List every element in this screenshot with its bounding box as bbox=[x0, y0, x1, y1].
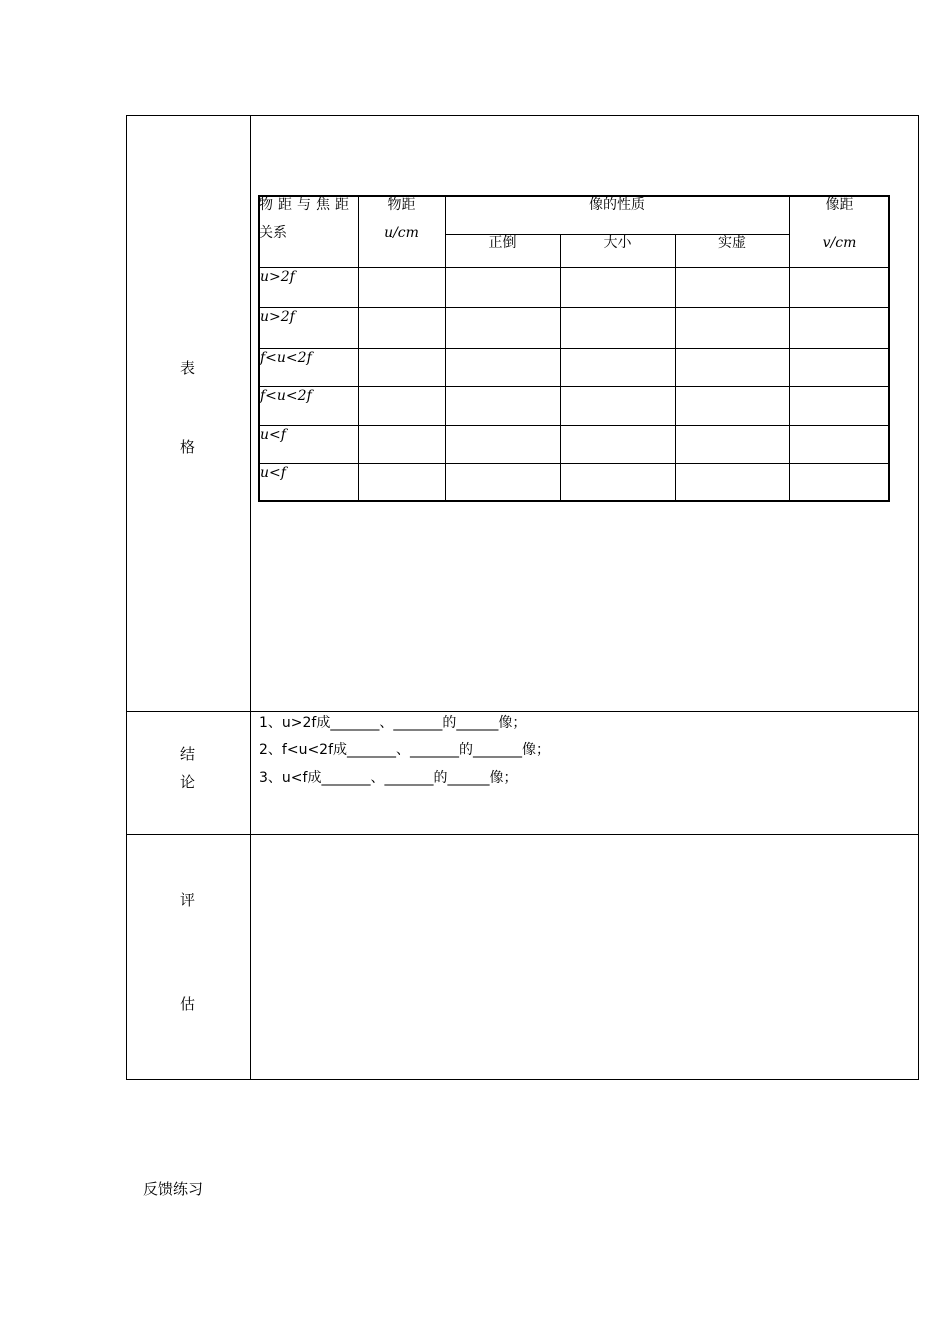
section-label-conclusion-1: 结 bbox=[179, 745, 195, 763]
section-label-table-2: 格 bbox=[179, 438, 195, 456]
conclusion-line-3: 3、u<f成_______、_______的______像； bbox=[259, 770, 518, 786]
conclusion-line-1: 1、u>2f成_______、_______的______像； bbox=[259, 715, 527, 731]
col-divider bbox=[675, 235, 676, 500]
feedback-practice-heading: 反馈练习 bbox=[143, 1180, 204, 1198]
header-image-distance: 像距 bbox=[825, 197, 854, 213]
header-image-distance-unit: v/cm bbox=[822, 235, 857, 251]
row-divider bbox=[260, 463, 888, 464]
section-label-conclusion-2: 论 bbox=[179, 773, 195, 791]
row-divider bbox=[260, 307, 888, 308]
header-object-distance-unit: u/cm bbox=[384, 225, 419, 241]
row-divider-evaluation bbox=[127, 834, 918, 835]
row-label: f<u<2f bbox=[260, 388, 312, 404]
conclusion-line-2: 2、f<u<2f成_______、_______的_______像； bbox=[259, 742, 551, 758]
col-divider bbox=[560, 235, 561, 500]
header-orientation: 正倒 bbox=[488, 235, 517, 251]
header-object-distance: 物距 bbox=[387, 197, 416, 213]
header-real-virtual: 实虚 bbox=[718, 235, 746, 251]
section-label-evaluation-2: 估 bbox=[179, 995, 195, 1013]
header-relation-line1: 物距与焦距 bbox=[259, 197, 354, 213]
section-label-evaluation-1: 评 bbox=[179, 891, 195, 909]
row-divider bbox=[260, 386, 888, 387]
row-label: u>2f bbox=[260, 309, 295, 325]
row-label: f<u<2f bbox=[260, 350, 312, 366]
label-column-divider bbox=[250, 116, 251, 1079]
header-relation-line2: 关系 bbox=[259, 225, 287, 241]
header-image-properties: 像的性质 bbox=[589, 197, 645, 213]
row-divider bbox=[260, 425, 888, 426]
row-label: u<f bbox=[260, 427, 286, 443]
row-label: u>2f bbox=[260, 269, 295, 285]
header-size: 大小 bbox=[603, 235, 632, 251]
row-divider bbox=[260, 267, 888, 268]
row-label: u<f bbox=[260, 465, 286, 481]
section-label-table-1: 表 bbox=[179, 359, 195, 377]
row-divider bbox=[260, 348, 888, 349]
